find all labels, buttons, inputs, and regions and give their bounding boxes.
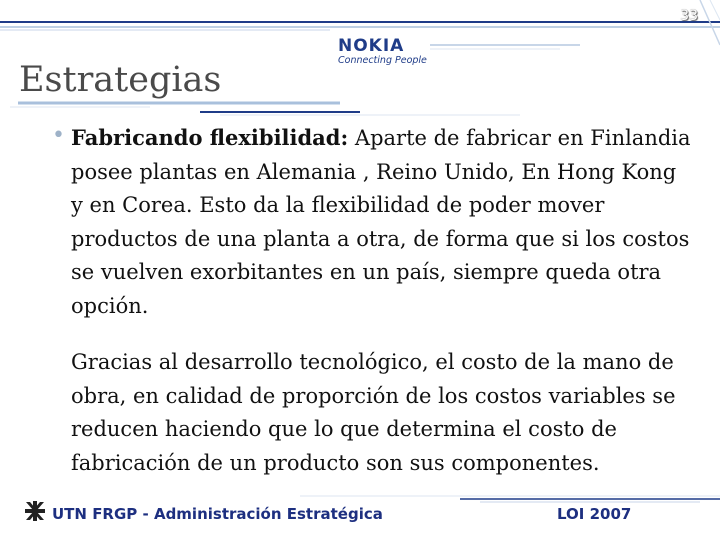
bullet-paragraph (71, 121, 691, 323)
utn-logo-icon (24, 500, 46, 522)
bullet-lead: Fabricando flexibilidad: (71, 125, 349, 150)
footer-left-text: UTN FRGP - Administración Estratégica (52, 505, 383, 523)
page-number: 33 (680, 8, 698, 24)
bullet-icon: • (52, 123, 65, 148)
slide-title: Estrategias (19, 60, 222, 100)
logo-brand: NOKIA (338, 36, 405, 56)
nokia-logo (338, 38, 428, 67)
footer-right-text: LOI 2007 (557, 505, 632, 523)
bullet-text: Aparte de fabricar en Finlandia posee plantas en Alemania , Reino Unido, En Hong Kong y en Corea. Esto da la flexibilidad de poder mover productos de una planta a otra, de forma que si los costos se vuelven exorbitantes en un país, siempre queda otra opción. (71, 126, 691, 318)
paragraph-2: Gracias al desarrollo tecnológico, el costo de la mano de obra, en calidad de proporción de los costos variables se reducen haciendo que lo que determina el costo de fabricación de un producto son sus componentes. (71, 350, 676, 475)
logo-tagline: Connecting People (338, 55, 427, 66)
